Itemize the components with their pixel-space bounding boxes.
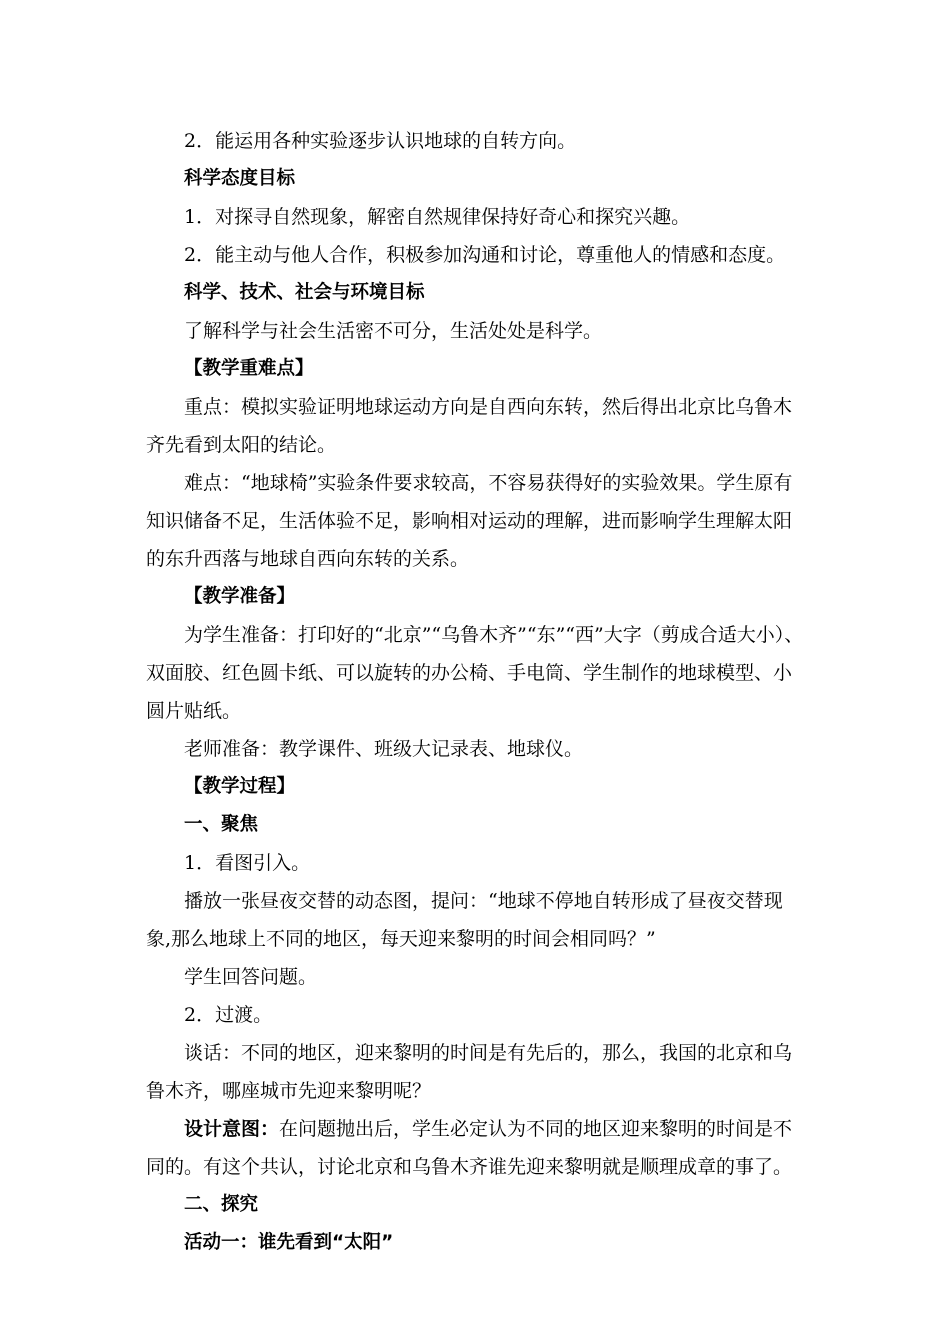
heading-teaching-preparation: 【教学准备】 [184,586,296,607]
paragraph-curiosity: 1．对探寻自然现象，解密自然规律保持好奇心和探究兴趣。 [184,206,691,228]
heading-stse-goals: 科学、技术、社会与环境目标 [184,282,425,303]
paragraph-teacher-preparation: 老师准备：教学课件、班级大记录表、地球仪。 [184,738,584,760]
design-intent-label: 设计意图： [184,1118,280,1140]
document-page [146,122,806,1262]
paragraph-day-night-question: 播放一张昼夜交替的动态图，提问：“地球不停地自转形成了昼夜交替现象,那么地球上不同的地区，每天迎来黎明的时间会相同吗？” [146,890,783,950]
paragraph-transition: 2．过渡。 [184,1004,273,1026]
paragraph-cooperation: 2．能主动与他人合作，积极参加沟通和讨论，尊重他人的情感和态度。 [184,244,786,266]
heading-science-attitude: 科学态度目标 [184,168,296,189]
paragraph-student-preparation: 为学生准备：打印好的“北京”“乌鲁木齐”“东”“西”大字（剪成合适大小）、双面胶、红色圆卡纸、可以旋转的办公椅、手电筒、学生制作的地球模型、小圆片贴纸。 [146,624,804,722]
paragraph-talk: 谈话：不同的地区，迎来黎明的时间是有先后的，那么，我国的北京和乌鲁木齐，哪座城市先迎来黎明呢？ [146,1042,793,1102]
paragraph-difficult-point: 难点：“地球椅”实验条件要求较高，不容易获得好的实验效果。学生原有知识储备不足，生活体验不足，影响相对运动的理解，进而影响学生理解太阳的东升西落与地球自西向东转的关系。 [146,472,793,570]
paragraph-design-intent [146,1110,806,1186]
paragraph-key-point: 重点：模拟实验证明地球运动方向是自西向东转，然后得出北京比乌鲁木齐先看到太阳的结论。 [146,396,793,456]
heading-focus: 一、聚焦 [184,814,259,835]
heading-explore: 二、探究 [184,1194,259,1215]
paragraph-rotation-direction: 2．能运用各种实验逐步认识地球的自转方向。 [184,130,577,152]
heading-key-difficult-points: 【教学重难点】 [184,358,314,379]
paragraph-science-life: 了解科学与社会生活密不可分，生活处处是科学。 [184,320,603,342]
design-intent-text: 在问题抛出后，学生必定认为不同的地区迎来黎明的时间是不同的。有这个共认，讨论北京和乌鲁木齐谁先迎来黎明就是顺理成章的事了。 [146,1118,793,1178]
paragraph-students-answer: 学生回答问题。 [184,966,318,988]
paragraph-intro-by-picture: 1．看图引入。 [184,852,311,874]
heading-activity-one: 活动一：谁先看到“太阳” [184,1232,394,1253]
heading-teaching-process: 【教学过程】 [184,776,296,797]
